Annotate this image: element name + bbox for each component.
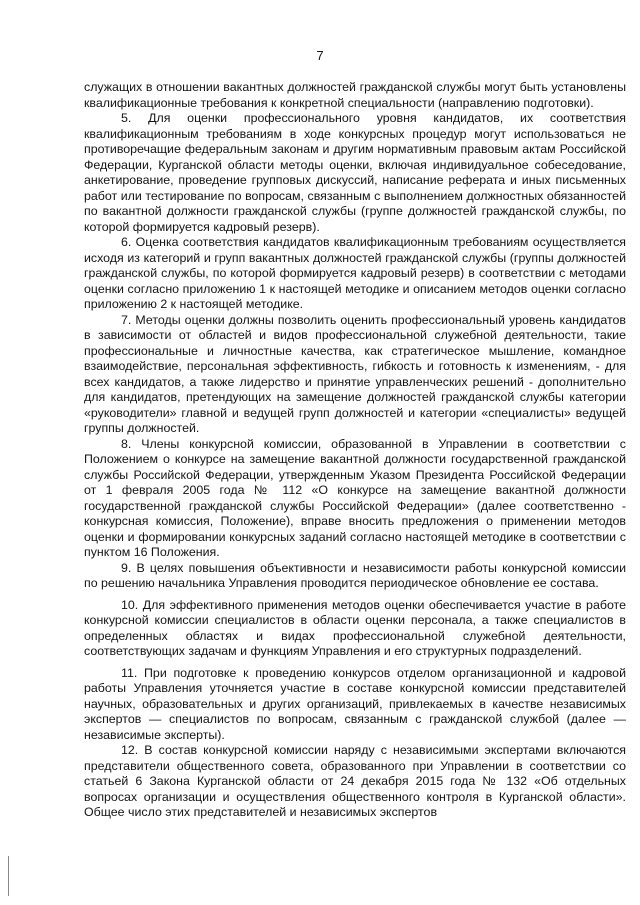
paragraph-12: 12. В состав конкурсной комиссии наряду с независимыми экспертами включаются представители общественного совета, образованного при Управлении в соответствии со статьей 6 Закона Курганской области от 24 декабря 2015 года № 132 «Об отдельных вопросах организации и осуществления общественного контроля в Курганской области». Общее число этих представителей и независимых экспертов	[84, 743, 626, 819]
paragraph-6: 6. Оценка соответствия кандидатов квалификационным требованиям осуществляется исходя из категорий и групп вакантных должностей гражданской службы (группы должностей гражданской службы, по которой формируется кадровый резерв) в соответствии с методами оценки согласно приложению 1 к настоящей методике и описанием методов оценки согласно приложению 2 к настоящей методике.	[84, 235, 626, 311]
paragraph-10: 10. Для эффективного применения методов оценки обеспечивается участие в работе конкурсной комиссии специалистов в области оценки персонала, а также специалистов в определенных областях и видах профессиональной служебной деятельности, соответствующих задачам и функциям Управления и его структурных подразделений.	[84, 597, 626, 658]
paragraph-11: 11. При подготовке к проведению конкурсов отделом организационной и кадровой работы Управления уточняется участие в составе конкурсной комиссии представителей научных, образовательных и других организаций, привлекаемых в качестве независимых экспертов — специалистов по вопросам, связанным с гражданской службой (далее — независимые эксперты).	[84, 665, 626, 742]
paragraph-8: 8. Члены конкурсной комиссии, образованной в Управлении в соответствии с Положением о конкурсе на замещение вакантной должности государственной гражданской службы Российской Федерации, утвержденным Указом Президента Российской Федерации от 1 февраля 2005 года № 112 «О конкурсе на замещение вакантной должности государственной гражданской службы Российской Федерации» (далее соответственно - конкурсная комиссия, Положение), вправе вносить предложения о применении методов оценки и формировании конкурсных заданий согласно настоящей методике в соответствии с пунктом 16 Положения.	[84, 436, 626, 559]
paragraph-5: 5. Для оценки профессионального уровня кандидатов, их соответствия квалификационным требованиям в ходе конкурсных процедур могут использоваться не противоречащие федеральным законам и другим нормативным правовым актам Российской Федерации, Курганской области методы оценки, включая индивидуальное собеседование, анкетирование, проведение групповых дискуссий, написание реферата и иных письменных работ или тестирование по вопросам, связанным с выполнением должностных обязанностей по вакантной должности гражданской службы (группе должностей гражданской службы, по которой формируется кадровый резерв).	[84, 111, 626, 234]
document-body	[84, 80, 626, 821]
paragraph-7: 7. Методы оценки должны позволить оценить профессиональный уровень кандидатов в зависимости от областей и видов профессиональной служебной деятельности, такие профессиональные и личностные качества, как стратегическое мышление, командное взаимодействие, персональная эффективность, гибкость и готовность к изменениям, - для всех кандидатов, а также лидерство и принятие управленческих решений - дополнительно для кандидатов, претендующих на замещение должностей гражданской службы категории «руководители» главной и ведущей групп должностей и категории «специалисты» ведущей группы должностей.	[84, 312, 626, 435]
paragraph-continuation: служащих в отношении вакантных должностей гражданской службы могут быть установлены квалификационные требования к конкретной специальности (направлению подготовки).	[84, 80, 626, 110]
page-number: 7	[316, 48, 324, 63]
paragraph-9: 9. В целях повышения объективности и независимости работы конкурсной комиссии по решению начальника Управления проводится периодическое обновление ее состава.	[84, 560, 626, 590]
scan-edge-line	[8, 856, 9, 896]
